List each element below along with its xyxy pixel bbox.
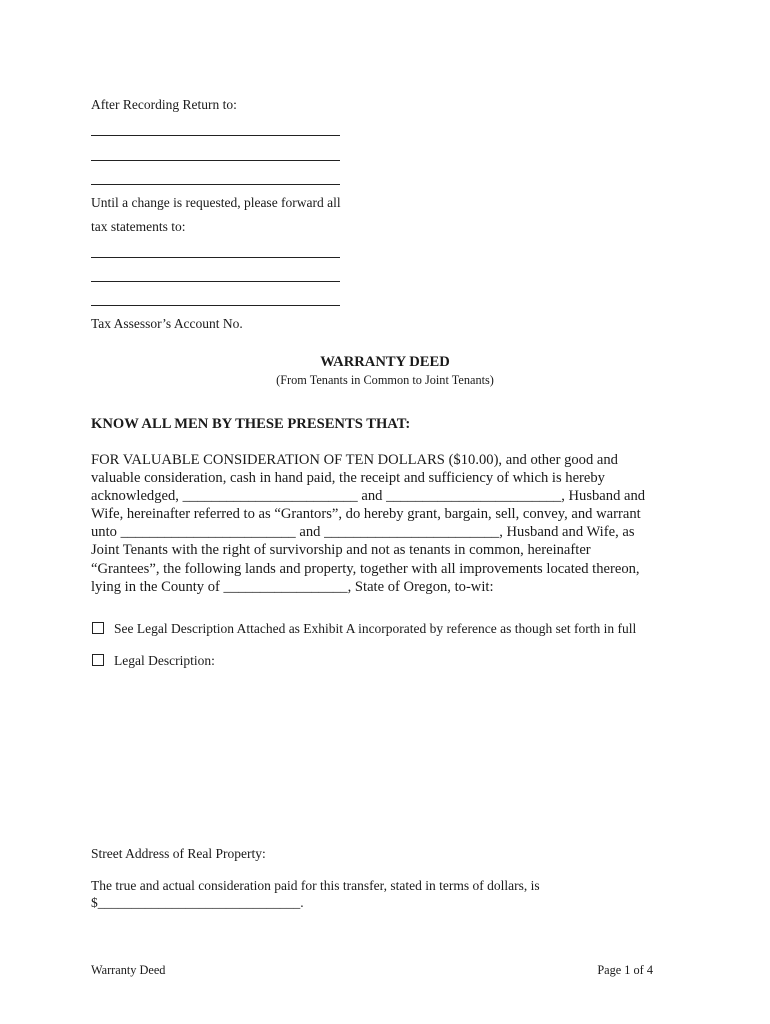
consideration-text: The true and actual consideration paid for this transfer, stated in terms of dollars, is xyxy=(91,878,540,893)
paragraph-line: unto ________________________ and ________________________, Husband and Wife, as xyxy=(91,524,635,541)
paragraph-line: valuable consideration, cash in hand paid, the receipt and sufficiency of which is hereby xyxy=(91,470,605,487)
paragraph-line: “Grantees”, the following lands and property, together with all improvements located thereon, xyxy=(91,560,640,577)
footer-page-number: Page 1 of 4 xyxy=(597,963,653,977)
document-title: WARRANTY DEED xyxy=(320,354,450,370)
return-to-line-1[interactable] xyxy=(91,135,340,136)
return-to-label: After Recording Return to: xyxy=(91,97,237,112)
forward-statements-label-2: tax statements to: xyxy=(91,219,186,234)
paragraph-line: FOR VALUABLE CONSIDERATION OF TEN DOLLARS ($10.00), and other good and xyxy=(91,452,618,468)
paragraph-line: Joint Tenants with the right of survivorship and not as tenants in common, hereinafter xyxy=(91,542,591,559)
legal-description-checkbox[interactable] xyxy=(92,654,104,666)
paragraph-line: lying in the County of _________________, State of Oregon, to-wit: xyxy=(91,578,494,595)
intro-heading: KNOW ALL MEN BY THESE PRESENTS THAT: xyxy=(91,416,411,432)
exhibit-a-checkbox[interactable] xyxy=(92,622,104,634)
return-to-line-2[interactable] xyxy=(91,160,340,161)
forward-statements-label-1: Until a change is requested, please forward all xyxy=(91,195,341,210)
consideration-amount-field[interactable]: $______________________________. xyxy=(91,895,304,910)
exhibit-a-label: See Legal Description Attached as Exhibit A incorporated by reference as though set forth in full xyxy=(114,621,637,636)
street-address-label: Street Address of Real Property: xyxy=(91,846,266,861)
tax-statement-line-1[interactable] xyxy=(91,257,340,258)
tax-statement-line-2[interactable] xyxy=(91,281,340,282)
return-to-line-3[interactable] xyxy=(91,184,340,185)
tax-statement-line-3[interactable] xyxy=(91,305,340,306)
legal-description-label: Legal Description: xyxy=(114,653,215,668)
conveyance-paragraph xyxy=(91,451,680,596)
paragraph-line: Wife, hereinafter referred to as “Grantors”, do hereby grant, bargain, sell, convey, and warrant xyxy=(91,506,641,523)
paragraph-line: acknowledged, ________________________ and ________________________, Husband and xyxy=(91,488,646,505)
footer-document-name: Warranty Deed xyxy=(91,963,166,977)
tax-account-label: Tax Assessor’s Account No. xyxy=(91,316,243,331)
document-subtitle: (From Tenants in Common to Joint Tenants) xyxy=(276,373,494,387)
